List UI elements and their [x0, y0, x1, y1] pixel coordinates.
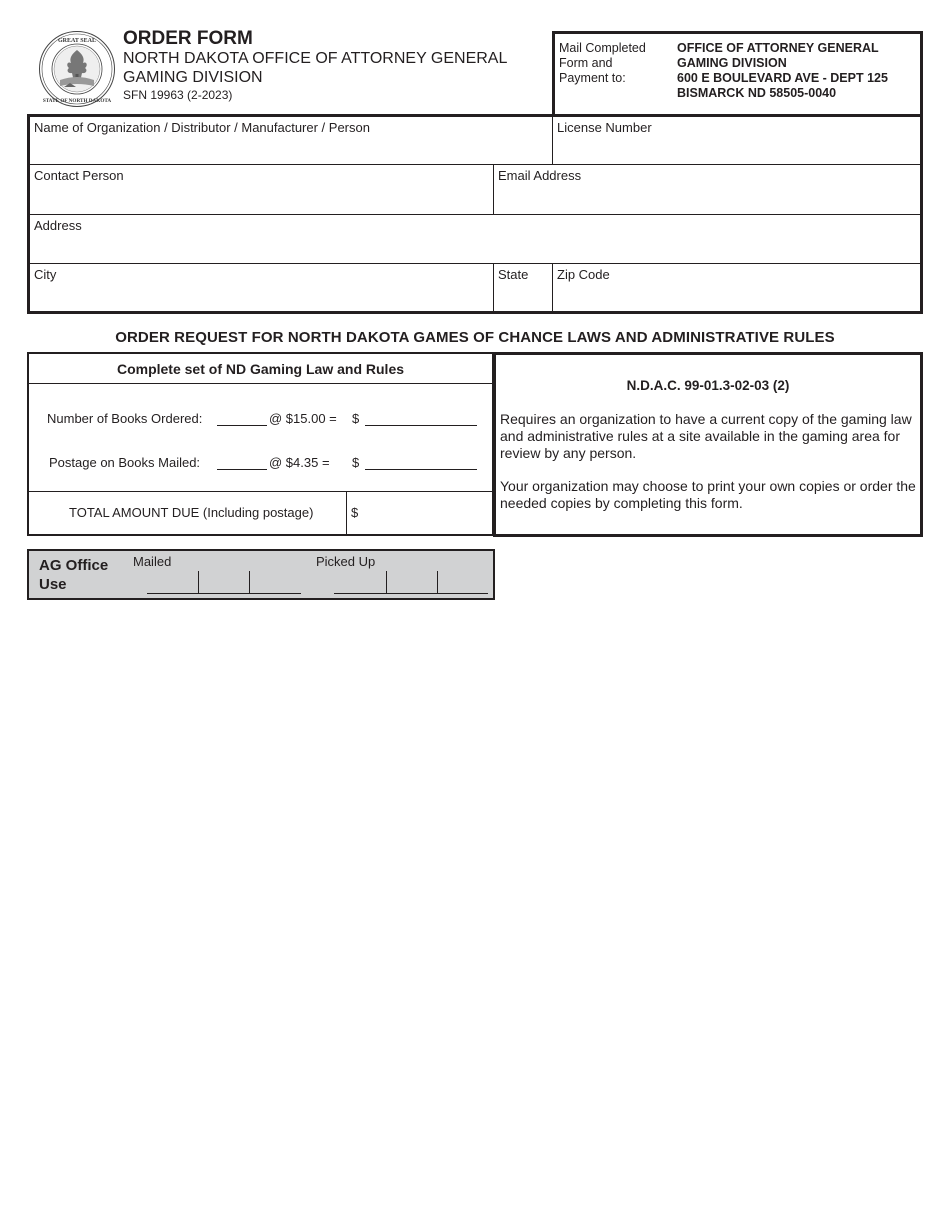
address-line: 600 E BOULEVARD AVE - DEPT 125 — [677, 71, 888, 85]
office-name: NORTH DAKOTA OFFICE OF ATTORNEY GENERAL — [123, 50, 508, 67]
postage-price: @ $4.35 = — [269, 455, 330, 470]
organization-label: Name of Organization / Distributor / Manufacturer / Person — [34, 120, 370, 135]
address-line: GAMING DIVISION — [677, 56, 787, 70]
postage-amount-input[interactable] — [365, 469, 477, 470]
address-field[interactable] — [30, 215, 920, 263]
division-name: GAMING DIVISION — [123, 69, 263, 86]
contact-person-field[interactable] — [30, 165, 493, 214]
mailed-label: Mailed — [133, 554, 172, 569]
form-number: SFN 19963 (2-2023) — [123, 88, 233, 102]
total-due-label: TOTAL AMOUNT DUE (Including postage) — [69, 505, 314, 520]
picked-up-date-input[interactable] — [334, 571, 488, 594]
state-seal-logo — [38, 30, 116, 108]
books-quantity-input[interactable] — [217, 425, 267, 426]
books-price: @ $15.00 = — [269, 411, 337, 426]
city-label: City — [34, 267, 57, 282]
contact-person-label: Contact Person — [34, 168, 124, 183]
zip-code-label: Zip Code — [557, 267, 610, 282]
city-field[interactable] — [30, 264, 493, 314]
license-number-field[interactable] — [553, 117, 920, 164]
state-label: State — [498, 267, 529, 282]
currency-symbol: $ — [352, 455, 360, 470]
mail-label-line: Payment to: — [559, 71, 626, 85]
rule-reference-box — [493, 352, 923, 537]
organization-field[interactable] — [30, 117, 552, 164]
ag-title-line: Use — [39, 576, 67, 593]
form-title: ORDER FORM — [123, 28, 253, 49]
books-amount-input[interactable] — [365, 425, 477, 426]
mailed-date-input[interactable] — [147, 571, 301, 594]
mail-to-box — [552, 31, 923, 115]
rule-paragraph: Requires an organization to have a current copy of the gaming law and administrative rules at a site available in the gaming area for review by any person. — [500, 411, 912, 461]
mail-to-label — [559, 41, 669, 86]
mail-label-line: Mail Completed — [559, 41, 646, 55]
address-line: OFFICE OF ATTORNEY GENERAL — [677, 41, 879, 55]
postage-quantity-input[interactable] — [217, 469, 267, 470]
section-heading: ORDER REQUEST FOR NORTH DAKOTA GAMES OF CHANCE LAWS AND ADMINISTRATIVE RULES — [115, 329, 835, 346]
postage-label: Postage on Books Mailed: — [49, 455, 201, 470]
currency-symbol: $ — [351, 505, 359, 520]
mail-to-address — [677, 41, 888, 101]
rule-paragraph: Your organization may choose to print your own copies or order the needed copies by completing this form. — [500, 478, 916, 511]
picked-up-label: Picked Up — [316, 554, 376, 569]
books-ordered-label: Number of Books Ordered: — [47, 411, 203, 426]
email-field[interactable] — [494, 165, 920, 214]
title-divider — [29, 383, 492, 384]
total-amount-field[interactable] — [347, 492, 492, 534]
order-title: Complete set of ND Gaming Law and Rules — [116, 361, 405, 377]
state-field[interactable] — [494, 264, 552, 314]
address-label: Address — [34, 218, 82, 233]
order-box — [27, 352, 495, 536]
rule-title: N.D.A.C. 99-01.3-02-03 (2) — [626, 378, 790, 393]
currency-symbol: $ — [352, 411, 360, 426]
ag-office-use-box — [27, 549, 495, 600]
mail-label-line: Form and — [559, 56, 613, 70]
svg-text:GREAT SEAL: GREAT SEAL — [58, 38, 96, 44]
svg-text:STATE OF NORTH DAKOTA: STATE OF NORTH DAKOTA — [42, 98, 112, 104]
ag-office-title — [39, 556, 129, 594]
zip-code-field[interactable] — [553, 264, 920, 314]
license-number-label: License Number — [557, 120, 652, 135]
email-label: Email Address — [498, 168, 582, 183]
ag-title-line: AG Office — [39, 557, 109, 574]
applicant-info-table — [27, 114, 923, 314]
address-line: BISMARCK ND 58505-0040 — [677, 86, 837, 100]
